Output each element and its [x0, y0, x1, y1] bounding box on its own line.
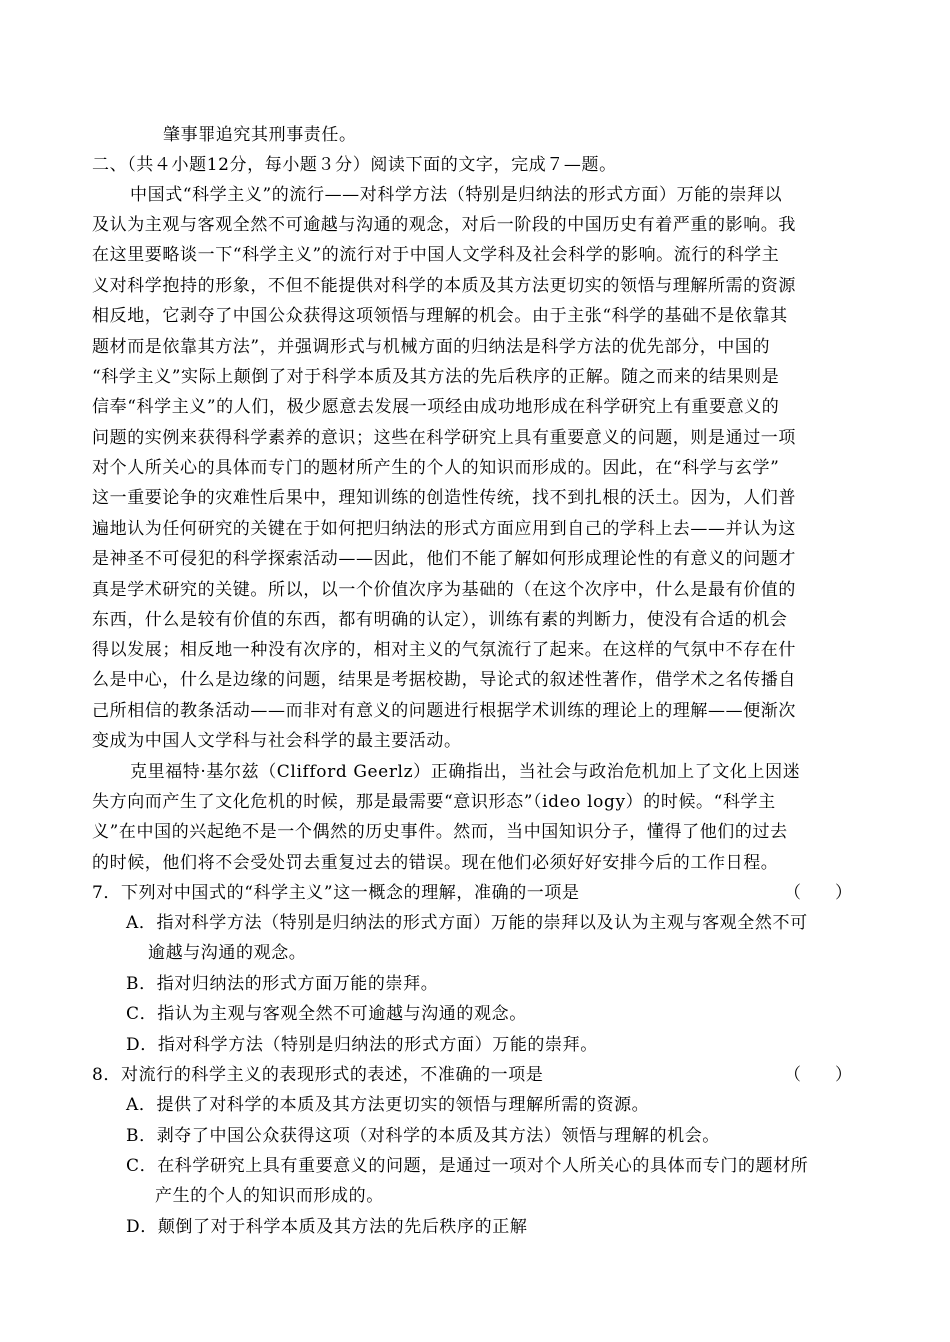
passage-line: 这一重要论争的灾难性后果中，理知训练的创造性传统，找不到扎根的沃土。因为，人们普 — [92, 488, 796, 508]
passage-line: “科学主义”实际上颠倒了对于科学本质及其方法的先后秩序的正解。随之而来的结果则是 — [92, 367, 780, 387]
option-a-continued: 逾越与沟通的观念。 — [148, 943, 307, 963]
passage-line: 变成为中国人文学科与社会科学的最主要活动。 — [92, 731, 462, 751]
passage-line: 对个人所关心的具体而专门的题材所产生的个人的知识而形成的。因此，在“科学与玄学” — [92, 458, 780, 478]
option-a: A．提供了对科学的本质及其方法更切实的领悟与理解所需的资源。 — [126, 1095, 650, 1115]
passage-line: 信奉“科学主义”的人们，极少愿意去发展一项经由成功地形成在科学研究上有重要意义的 — [92, 397, 780, 417]
passage-line: 相反地，它剥夺了中国公众获得这项领悟与理解的机会。由于主张“科学的基础不是依靠其 — [92, 306, 788, 326]
section-header: 二、（共４小题12分，每小题３分）阅读下面的文字，完成７—题。 — [92, 155, 617, 175]
option-d: D．指对科学方法（特别是归纳法的形式方面）万能的崇拜。 — [126, 1035, 598, 1055]
question-stem: 7．下列对中国式的“科学主义”这一概念的理解，准确的一项是 — [92, 883, 580, 903]
passage-line: 的时候，他们将不会受处罚去重复过去的错误。现在他们必须好好安排今后的工作日程。 — [92, 853, 779, 873]
passage-line: 题材而是依靠其方法”，并强调形式与机械方面的归纳法是科学方法的优先部分，中国的 — [92, 337, 771, 357]
passage-line: 义”在中国的兴起绝不是一个偶然的历史事件。然而，当中国知识分子，懂得了他们的过去 — [92, 822, 788, 842]
option-c: C．指认为主观与客观全然不可逾越与沟通的观念。 — [126, 1004, 527, 1024]
option-a: A．指对科学方法（特别是归纳法的形式方面）万能的崇拜以及认为主观与客观全然不可 — [126, 913, 808, 933]
passage-line: 么是中心，什么是边缘的问题，结果是考据校勘，导论式的叙述性著作，借学术之名传播自 — [92, 670, 796, 690]
passage-line: 在这里要略谈一下“科学主义”的流行对于中国人文学科及社会科学的影响。流行的科学主 — [92, 245, 780, 265]
answer-blank: （ ） — [784, 883, 852, 903]
passage-line: 义对科学抱持的形象，不但不能提供对科学的本质及其方法更切实的领悟与理解所需的资源 — [92, 276, 796, 296]
option-d: D．颠倒了对于科学本质及其方法的先后秩序的正解 — [126, 1217, 528, 1237]
option-c: C．在科学研究上具有重要意义的问题，是通过一项对个人所关心的具体而专门的题材所 — [126, 1156, 809, 1176]
passage-line: 失方向而产生了文化危机的时候，那是最需要“意识形态”（ideo logy）的时候。“科学主 — [92, 792, 776, 812]
option-b: B．剥夺了中国公众获得这项（对科学的本质及其方法）领悟与理解的机会。 — [126, 1126, 720, 1146]
answer-blank: （ ） — [784, 1065, 852, 1085]
option-c-continued: 产生的个人的知识而形成的。 — [155, 1186, 384, 1206]
passage-line: 真是学术研究的关键。所以，以一个价值次序为基础的（在这个次序中，什么是最有价值的 — [92, 580, 796, 600]
passage-line: 问题的实例来获得科学素养的意识；这些在科学研究上具有重要意义的问题，则是通过一项 — [92, 428, 796, 448]
option-b: B．指对归纳法的形式方面万能的崇拜。 — [126, 974, 439, 994]
passage-line: 克里福特·基尔兹（Clifford Geerlz）正确指出，当社会与政治危机加上了文化上因迷 — [130, 762, 801, 782]
question-stem: 8．对流行的科学主义的表现形式的表述，不准确的一项是 — [92, 1065, 544, 1085]
passage-line: 己所相信的教条活动——而非对有意义的问题进行根据学术训练的理论上的理解——便渐次 — [92, 701, 796, 721]
continued-answer-line: 肇事罪追究其刑事责任。 — [163, 125, 357, 145]
passage-line: 是神圣不可侵犯的科学探索活动——因此，他们不能了解如何形成理论性的有意义的问题才 — [92, 549, 796, 569]
passage-line: 遍地认为任何研究的关键在于如何把归纳法的形式方面应用到自己的学科上去——并认为这 — [92, 519, 796, 539]
passage-line: 得以发展；相反地一种没有次序的，相对主义的气氛流行了起来。在这样的气氛中不存在什 — [92, 640, 796, 660]
passage-line: 东西，什么是较有价值的东西，都有明确的认定），训练有素的判断力，使没有合适的机会 — [92, 610, 788, 630]
passage-line: 中国式“科学主义”的流行——对科学方法（特别是归纳法的形式方面）万能的崇拜以 — [130, 185, 783, 205]
passage-line: 及认为主观与客观全然不可逾越与沟通的观念，对后一阶段的中国历史有着严重的影响。我 — [92, 215, 796, 235]
